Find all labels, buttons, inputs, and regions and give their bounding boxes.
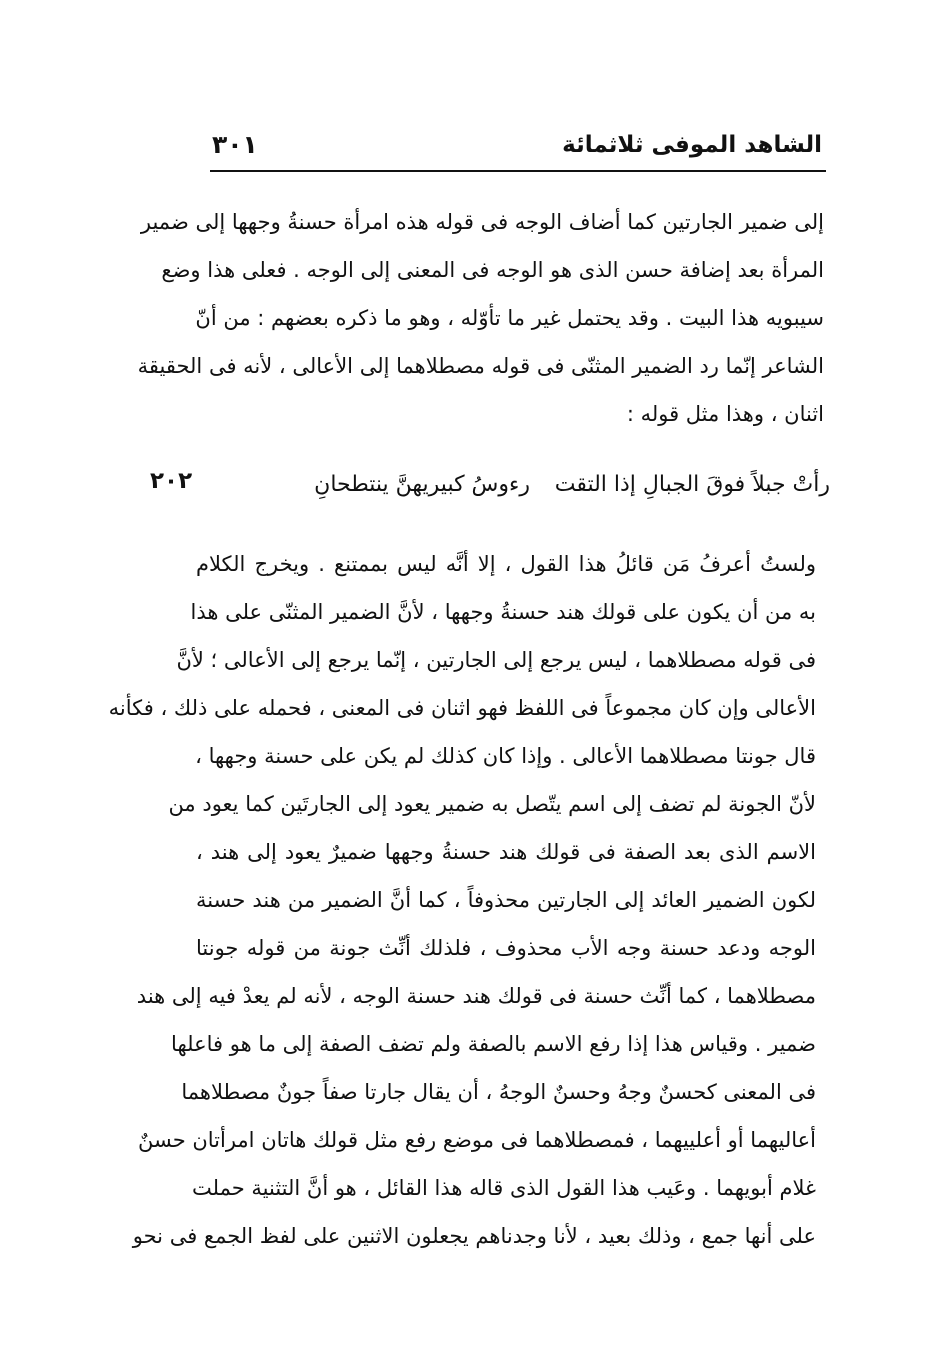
verse-first-hemistich: رأتْ جبلاً فوقَ الجبالِ إذا التقت bbox=[554, 472, 830, 497]
running-title: الشاهد الموفى ثلاثمائة bbox=[562, 132, 822, 158]
text-line: به من أن يكون على قولك هند حسنةُ وجهها ، لأنَّ الضمير المثنّى على هذا bbox=[190, 600, 816, 624]
text-line: لكون الضمير العائد إلى الجارتين محذوفاً ، كما أنَّ الضمير من هند حسنة bbox=[196, 888, 816, 912]
text-line: أعاليهما أو أعلييهما ، فمصطلاهما فى موضع رفع مثل قولك هاتان امرأتان حسنٌ bbox=[137, 1128, 816, 1152]
verse-number: ٢٠٢ bbox=[150, 468, 193, 494]
text-line: الوجه ودعد حسنة وجه الأب محذوف ، فلذلك أنِّث جونة من قوله جونتا bbox=[196, 936, 816, 960]
text-line: على أنها جمع ، وذلك بعيد ، لأنا وجدناهم يجعلون الاثنين على لفظ الجمع فى نحو bbox=[132, 1224, 816, 1248]
poetry-verse bbox=[150, 462, 830, 506]
text-line: إلى ضمير الجارتين كما أضاف الوجه فى قوله هذه امرأة حسنةُ وجهها إلى ضمير bbox=[140, 210, 824, 234]
text-line: سيبويه هذا البيت . وقد يحتمل غير ما تأوّله ، وهو ما ذكره بعضهم : من أنّ bbox=[195, 306, 824, 330]
text-line: المرأة بعد إضافة حسن الذى هو الوجه فى المعنى إلى الوجه . فعلى هذا وضع bbox=[161, 258, 824, 282]
text-line: الأعالى وإن كان مجموعاً فى اللفظ فهو اثنان فى المعنى ، فحمله على ذلك ، فكأنه bbox=[108, 696, 816, 720]
running-header bbox=[212, 128, 822, 168]
header-rule bbox=[210, 170, 826, 172]
text-line: قال جونتا مصطلاهما الأعالى . وإذا كان كذلك لم يكن على حسنة وجهها ، bbox=[195, 744, 816, 768]
text-line: فى المعنى كحسنٌ وجهُ وحسنٌ الوجهُ ، أن يقال جارتا صفاً جونٌ مصطلاهما bbox=[181, 1080, 816, 1104]
text-line: لأنّ الجونة لم تضف إلى اسم يتّصل به ضمير يعود إلى الجارتَين كما يعود من bbox=[168, 792, 816, 816]
text-line: فى قوله مصطلاهما ، ليس يرجع إلى الجارتين ، إنّما يرجع إلى الأعالى ؛ لأنَّ bbox=[176, 648, 816, 672]
text-line: اثنان ، وهذا مثل قوله : bbox=[626, 402, 824, 426]
paragraph-2 bbox=[108, 540, 816, 1260]
text-line: غلام أبويهما . وعَيب هذا القول الذى قاله هذا القائل ، هو أنَّ التثنية حملت bbox=[192, 1176, 816, 1200]
text-line: الاسم الذى بعد الصفة فى قولك هند حسنةُ وجهها ضميرٌ يعود إلى هند ، bbox=[196, 840, 816, 864]
text-line: ولستُ أعرفُ مَن قائلُ هذا القول ، إلا أنَّه ليس بممتنع . ويخرج الكلام bbox=[196, 552, 816, 576]
text-line: مصطلاهما ، كما أنِّث حسنة فى قولك هند حسنة الوجه ، لأنه لم يعدْ فيه إلى هند bbox=[136, 984, 816, 1008]
paragraph-1 bbox=[137, 198, 824, 438]
text-line: الشاعر إنّما رد الضمير المثنّى فى قوله مصطلاهما إلى الأعالى ، لأنه فى الحقيقة bbox=[137, 354, 824, 378]
verse-second-hemistich: رءوسُ كبيريهنَّ ينتطحانِ bbox=[314, 472, 530, 497]
text-line: ضمير . وقياس هذا إذا رفع الاسم بالصفة ولم تضف الصفة إلى ما هو فاعلها bbox=[171, 1032, 816, 1056]
page-number: ٣٠١ bbox=[212, 130, 258, 159]
